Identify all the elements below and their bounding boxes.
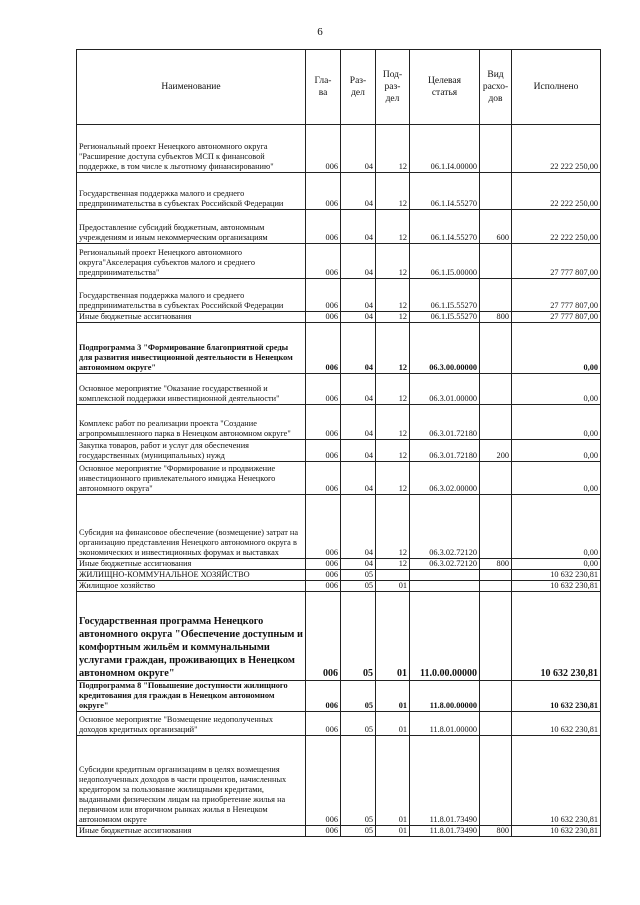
table-row bbox=[77, 736, 601, 826]
row-section: 04 bbox=[341, 173, 376, 210]
row-exp-type: 800 bbox=[480, 826, 512, 837]
row-section: 05 bbox=[341, 581, 376, 592]
row-exp-type: 200 bbox=[480, 440, 512, 462]
row-exp-type bbox=[480, 323, 512, 374]
row-section: 04 bbox=[341, 559, 376, 570]
row-exp-type: 800 bbox=[480, 312, 512, 323]
row-subsection: 12 bbox=[376, 462, 410, 495]
table-row bbox=[77, 495, 601, 559]
row-subsection: 12 bbox=[376, 312, 410, 323]
row-chapter: 006 bbox=[306, 712, 341, 736]
row-section: 04 bbox=[341, 462, 376, 495]
row-target: 11.8.01.73490 bbox=[410, 736, 480, 826]
row-target: 06.3.01.72180 bbox=[410, 405, 480, 440]
row-chapter: 006 bbox=[306, 125, 341, 173]
row-section: 04 bbox=[341, 210, 376, 244]
table-row bbox=[77, 681, 601, 712]
table-row bbox=[77, 581, 601, 592]
row-section: 05 bbox=[341, 712, 376, 736]
row-exp-type bbox=[480, 125, 512, 173]
page-number: 6 bbox=[317, 26, 323, 38]
row-chapter: 006 bbox=[306, 581, 341, 592]
row-exp-type bbox=[480, 374, 512, 405]
row-section: 04 bbox=[341, 405, 376, 440]
row-subsection: 01 bbox=[376, 736, 410, 826]
row-subsection: 12 bbox=[376, 210, 410, 244]
row-exp-type bbox=[480, 592, 512, 681]
row-subsection: 12 bbox=[376, 125, 410, 173]
row-target: 06.3.00.00000 bbox=[410, 323, 480, 374]
row-chapter: 006 bbox=[306, 570, 341, 581]
row-exp-type bbox=[480, 581, 512, 592]
row-amount: 22 222 250,00 bbox=[512, 173, 601, 210]
row-chapter: 006 bbox=[306, 405, 341, 440]
row-exp-type bbox=[480, 736, 512, 826]
row-section: 04 bbox=[341, 440, 376, 462]
row-amount: 0,00 bbox=[512, 440, 601, 462]
row-target: 06.3.01.00000 bbox=[410, 374, 480, 405]
row-amount: 10 632 230,81 bbox=[512, 592, 601, 681]
table-row bbox=[77, 312, 601, 323]
row-chapter: 006 bbox=[306, 826, 341, 837]
row-section: 04 bbox=[341, 279, 376, 312]
row-section: 04 bbox=[341, 125, 376, 173]
row-subsection: 12 bbox=[376, 559, 410, 570]
row-name: Региональный проект Ненецкого автономного округа"Акселерация субъектов малого и среднего предпринимательства" bbox=[77, 244, 306, 279]
row-amount: 0,00 bbox=[512, 323, 601, 374]
row-target bbox=[410, 581, 480, 592]
row-name: Основное мероприятие "Формирование и продвижение инвестиционного привлекательного имиджа Ненецкого автономного округа" bbox=[77, 462, 306, 495]
row-subsection: 12 bbox=[376, 279, 410, 312]
row-amount: 10 632 230,81 bbox=[512, 581, 601, 592]
row-name: Иные бюджетные ассигнования bbox=[77, 826, 306, 837]
header-executed: Исполнено bbox=[512, 50, 601, 125]
header-section: Раз- дел bbox=[341, 50, 376, 125]
row-name: Комплекс работ по реализации проекта "Создание агропромышленного парка в Ненецком автономном округе" bbox=[77, 405, 306, 440]
row-exp-type bbox=[480, 681, 512, 712]
row-chapter: 006 bbox=[306, 462, 341, 495]
row-target: 06.1.I4.55270 bbox=[410, 173, 480, 210]
row-target: 06.1.I5.55270 bbox=[410, 312, 480, 323]
row-chapter: 006 bbox=[306, 374, 341, 405]
row-name: Государственная поддержка малого и среднего предпринимательства в субъектах Российской Федерации bbox=[77, 173, 306, 210]
row-target: 06.1.I4.55270 bbox=[410, 210, 480, 244]
row-amount: 0,00 bbox=[512, 405, 601, 440]
row-target: 11.8.01.00000 bbox=[410, 712, 480, 736]
row-name: Иные бюджетные ассигнования bbox=[77, 559, 306, 570]
header-exp-type: Вид расхо- дов bbox=[480, 50, 512, 125]
row-target: 06.3.02.72120 bbox=[410, 495, 480, 559]
header-chapter: Гла- ва bbox=[306, 50, 341, 125]
row-target: 11.8.01.73490 bbox=[410, 826, 480, 837]
table-row bbox=[77, 173, 601, 210]
row-amount: 10 632 230,81 bbox=[512, 826, 601, 837]
row-name: Государственная программа Ненецкого автономного округа "Обеспечение доступным и комфортным жильём и коммунальными услугами граждан, проживающих в Ненецком автономном округе" bbox=[77, 592, 306, 681]
table-row bbox=[77, 559, 601, 570]
row-chapter: 006 bbox=[306, 173, 341, 210]
row-subsection: 12 bbox=[376, 244, 410, 279]
table-row bbox=[77, 440, 601, 462]
row-name: Основное мероприятие "Оказание государственной и комплексной поддержки инвестиционной деятельности" bbox=[77, 374, 306, 405]
row-section: 04 bbox=[341, 323, 376, 374]
table-row bbox=[77, 826, 601, 837]
row-target: 06.1.I4.00000 bbox=[410, 125, 480, 173]
table-row bbox=[77, 210, 601, 244]
header-subsection: Под- раз- дел bbox=[376, 50, 410, 125]
table-row bbox=[77, 244, 601, 279]
row-exp-type bbox=[480, 462, 512, 495]
row-name: Закупка товаров, работ и услуг для обеспечения государственных (муниципальных) нужд bbox=[77, 440, 306, 462]
row-target: 06.1.I5.55270 bbox=[410, 279, 480, 312]
table-row bbox=[77, 374, 601, 405]
row-name: ЖИЛИЩНО-КОММУНАЛЬНОЕ ХОЗЯЙСТВО bbox=[77, 570, 306, 581]
row-name: Иные бюджетные ассигнования bbox=[77, 312, 306, 323]
row-subsection: 01 bbox=[376, 592, 410, 681]
header-target: Целевая статья bbox=[410, 50, 480, 125]
table-row bbox=[77, 323, 601, 374]
table-row bbox=[77, 462, 601, 495]
row-section: 04 bbox=[341, 244, 376, 279]
row-section: 05 bbox=[341, 826, 376, 837]
row-subsection: 01 bbox=[376, 581, 410, 592]
row-amount: 0,00 bbox=[512, 462, 601, 495]
row-exp-type bbox=[480, 712, 512, 736]
row-name: Региональный проект Ненецкого автономного округа "Расширение доступа субъектов МСП к финансовой поддержке, в том числе к льготному финансированию" bbox=[77, 125, 306, 173]
row-amount: 0,00 bbox=[512, 374, 601, 405]
row-chapter: 006 bbox=[306, 210, 341, 244]
row-target: 06.1.I5.00000 bbox=[410, 244, 480, 279]
row-exp-type bbox=[480, 279, 512, 312]
row-chapter: 006 bbox=[306, 559, 341, 570]
header-name: Наименование bbox=[77, 50, 306, 125]
row-subsection: 01 bbox=[376, 681, 410, 712]
row-amount: 10 632 230,81 bbox=[512, 681, 601, 712]
row-subsection: 12 bbox=[376, 173, 410, 210]
row-chapter: 006 bbox=[306, 323, 341, 374]
row-amount: 22 222 250,00 bbox=[512, 210, 601, 244]
row-exp-type bbox=[480, 495, 512, 559]
table-row bbox=[77, 570, 601, 581]
row-amount: 10 632 230,81 bbox=[512, 736, 601, 826]
row-target bbox=[410, 570, 480, 581]
row-name: Предоставление субсидий бюджетным, автономным учреждениям и иным некоммерческим организациям bbox=[77, 210, 306, 244]
table-row bbox=[77, 125, 601, 173]
row-exp-type bbox=[480, 173, 512, 210]
table-row bbox=[77, 712, 601, 736]
row-chapter: 006 bbox=[306, 279, 341, 312]
row-chapter: 006 bbox=[306, 592, 341, 681]
row-amount: 10 632 230,81 bbox=[512, 570, 601, 581]
row-chapter: 006 bbox=[306, 312, 341, 323]
row-section: 04 bbox=[341, 495, 376, 559]
row-name: Основное мероприятие "Возмещение недополученных доходов кредитных организаций" bbox=[77, 712, 306, 736]
row-subsection: 12 bbox=[376, 495, 410, 559]
row-amount: 27 777 807,00 bbox=[512, 312, 601, 323]
row-section: 05 bbox=[341, 736, 376, 826]
row-section: 04 bbox=[341, 312, 376, 323]
row-amount: 27 777 807,00 bbox=[512, 279, 601, 312]
row-chapter: 006 bbox=[306, 244, 341, 279]
table-row bbox=[77, 592, 601, 681]
row-subsection: 12 bbox=[376, 440, 410, 462]
row-subsection: 12 bbox=[376, 323, 410, 374]
table-row bbox=[77, 279, 601, 312]
header-row bbox=[77, 50, 601, 125]
row-section: 04 bbox=[341, 374, 376, 405]
row-chapter: 006 bbox=[306, 495, 341, 559]
row-name: Подпрограмма 3 "Формирование благоприятной среды для развития инвестиционной деятельности в Ненецком автономном округе" bbox=[77, 323, 306, 374]
row-amount: 22 222 250,00 bbox=[512, 125, 601, 173]
table-row bbox=[77, 405, 601, 440]
row-target: 06.3.02.72120 bbox=[410, 559, 480, 570]
budget-table bbox=[76, 49, 601, 837]
row-name: Субсидия на финансовое обеспечение (возмещение) затрат на организацию представления Ненецкого автономного округа в экономических и инвестиционных форумах и выставках bbox=[77, 495, 306, 559]
row-chapter: 006 bbox=[306, 681, 341, 712]
row-subsection: 12 bbox=[376, 374, 410, 405]
row-subsection bbox=[376, 570, 410, 581]
row-subsection: 01 bbox=[376, 712, 410, 736]
row-amount: 10 632 230,81 bbox=[512, 712, 601, 736]
row-exp-type: 600 bbox=[480, 210, 512, 244]
row-chapter: 006 bbox=[306, 440, 341, 462]
row-name: Государственная поддержка малого и среднего предпринимательства в субъектах Российской Федерации bbox=[77, 279, 306, 312]
row-exp-type bbox=[480, 405, 512, 440]
row-exp-type bbox=[480, 244, 512, 279]
row-target: 06.3.02.00000 bbox=[410, 462, 480, 495]
row-name: Субсидии кредитным организациям в целях возмещения недополученных доходов в части процентов, начисленных кредитором за пользование жилищными кредитами, выданными физическим лицам на приобретение жилья на первичном или вторичном рынках жилья в Ненецком автономном округе bbox=[77, 736, 306, 826]
row-chapter: 006 bbox=[306, 736, 341, 826]
row-subsection: 01 bbox=[376, 826, 410, 837]
row-section: 05 bbox=[341, 681, 376, 712]
row-target: 11.8.00.00000 bbox=[410, 681, 480, 712]
row-amount: 0,00 bbox=[512, 559, 601, 570]
row-name: Подпрограмма 8 "Повышение доступности жилищного кредитования для граждан в Ненецком автономном округе" bbox=[77, 681, 306, 712]
row-exp-type bbox=[480, 570, 512, 581]
row-exp-type: 800 bbox=[480, 559, 512, 570]
row-amount: 27 777 807,00 bbox=[512, 244, 601, 279]
row-target: 11.0.00.00000 bbox=[410, 592, 480, 681]
row-amount: 0,00 bbox=[512, 495, 601, 559]
row-target: 06.3.01.72180 bbox=[410, 440, 480, 462]
row-section: 05 bbox=[341, 592, 376, 681]
row-subsection: 12 bbox=[376, 405, 410, 440]
row-name: Жилищное хозяйство bbox=[77, 581, 306, 592]
row-section: 05 bbox=[341, 570, 376, 581]
